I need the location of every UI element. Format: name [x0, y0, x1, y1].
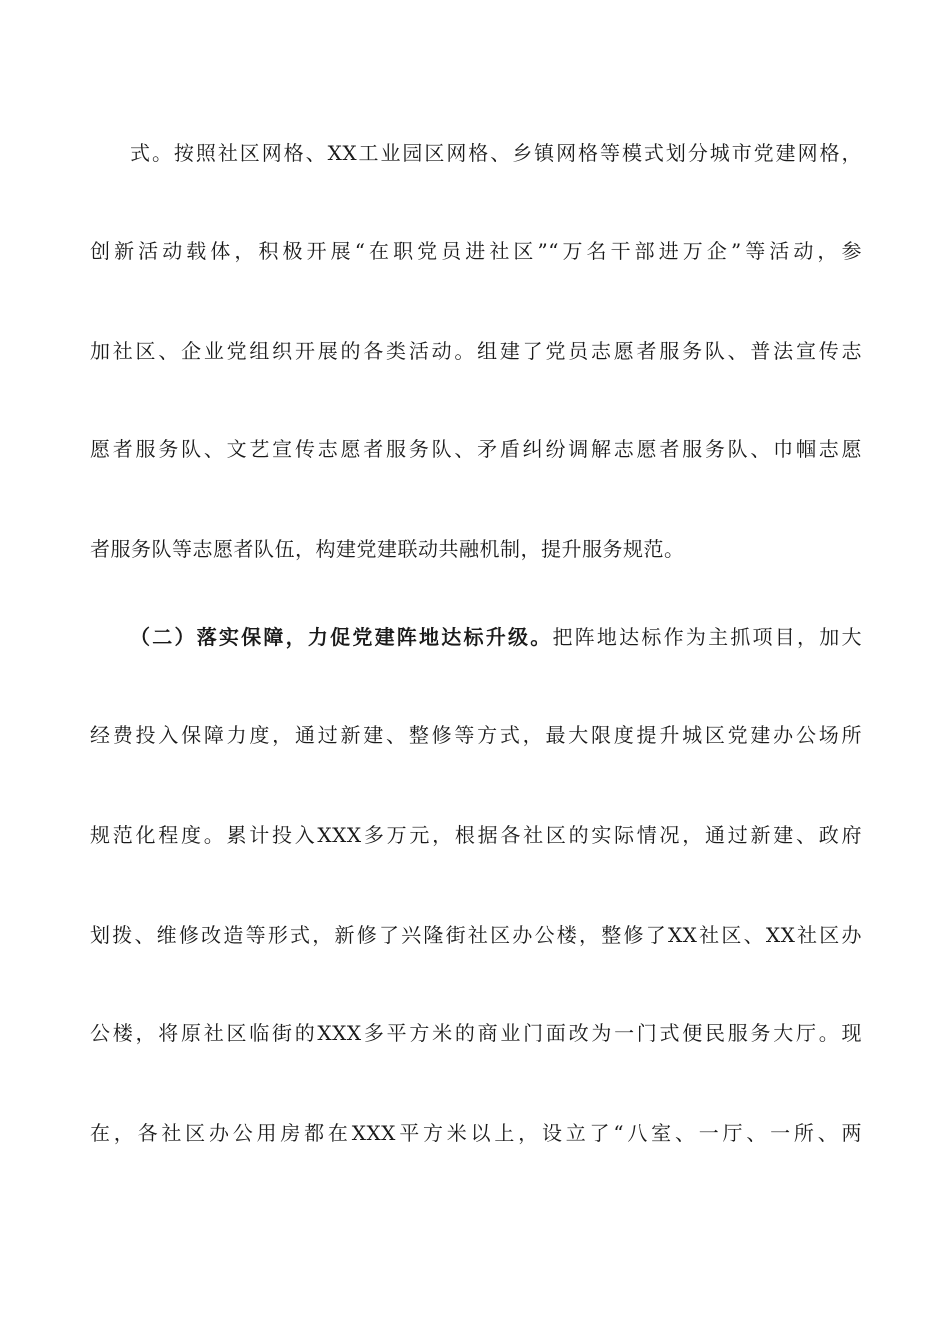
paragraph-line: 加社区、企业党组织开展的各类活动。组建了党员志愿者服务队、普法宣传志 [90, 339, 862, 363]
paragraph-line: 规范化程度。累计投入XXX多万元，根据各社区的实际情况，通过新建、政府 [90, 823, 862, 847]
section-heading: （二）落实保障，力促党建阵地达标升级。 [130, 625, 553, 649]
paragraph-line: 经费投入保障力度，通过新建、整修等方式，最大限度提升城区党建办公场所 [90, 723, 862, 747]
paragraph-line: 划拨、维修改造等形式，新修了兴隆街社区办公楼，整修了XX社区、XX社区办 [90, 923, 862, 947]
paragraph-line: 愿者服务队、文艺宣传志愿者服务队、矛盾纠纷调解志愿者服务队、巾帼志愿 [90, 437, 862, 461]
paragraph-line: 创新活动载体，积极开展“在职党员进社区”“万名干部进万企”等活动，参 [90, 239, 862, 263]
section-first-line-text: 把阵地达标作为主抓项目，加大 [552, 625, 862, 649]
paragraph-line: 在，各社区办公用房都在XXX平方米以上，设立了“八室、一厅、一所、两 [90, 1121, 862, 1145]
paragraph-line: 公楼，将原社区临街的XXX多平方米的商业门面改为一门式便民服务大厅。现 [90, 1021, 862, 1045]
section-first-line [130, 622, 862, 652]
paragraph-line: 式。按照社区网格、XX工业园区网格、乡镇网格等模式划分城市党建网格， [130, 141, 862, 165]
paragraph-line: 者服务队等志愿者队伍，构建党建联动共融机制，提升服务规范。 [90, 537, 685, 561]
